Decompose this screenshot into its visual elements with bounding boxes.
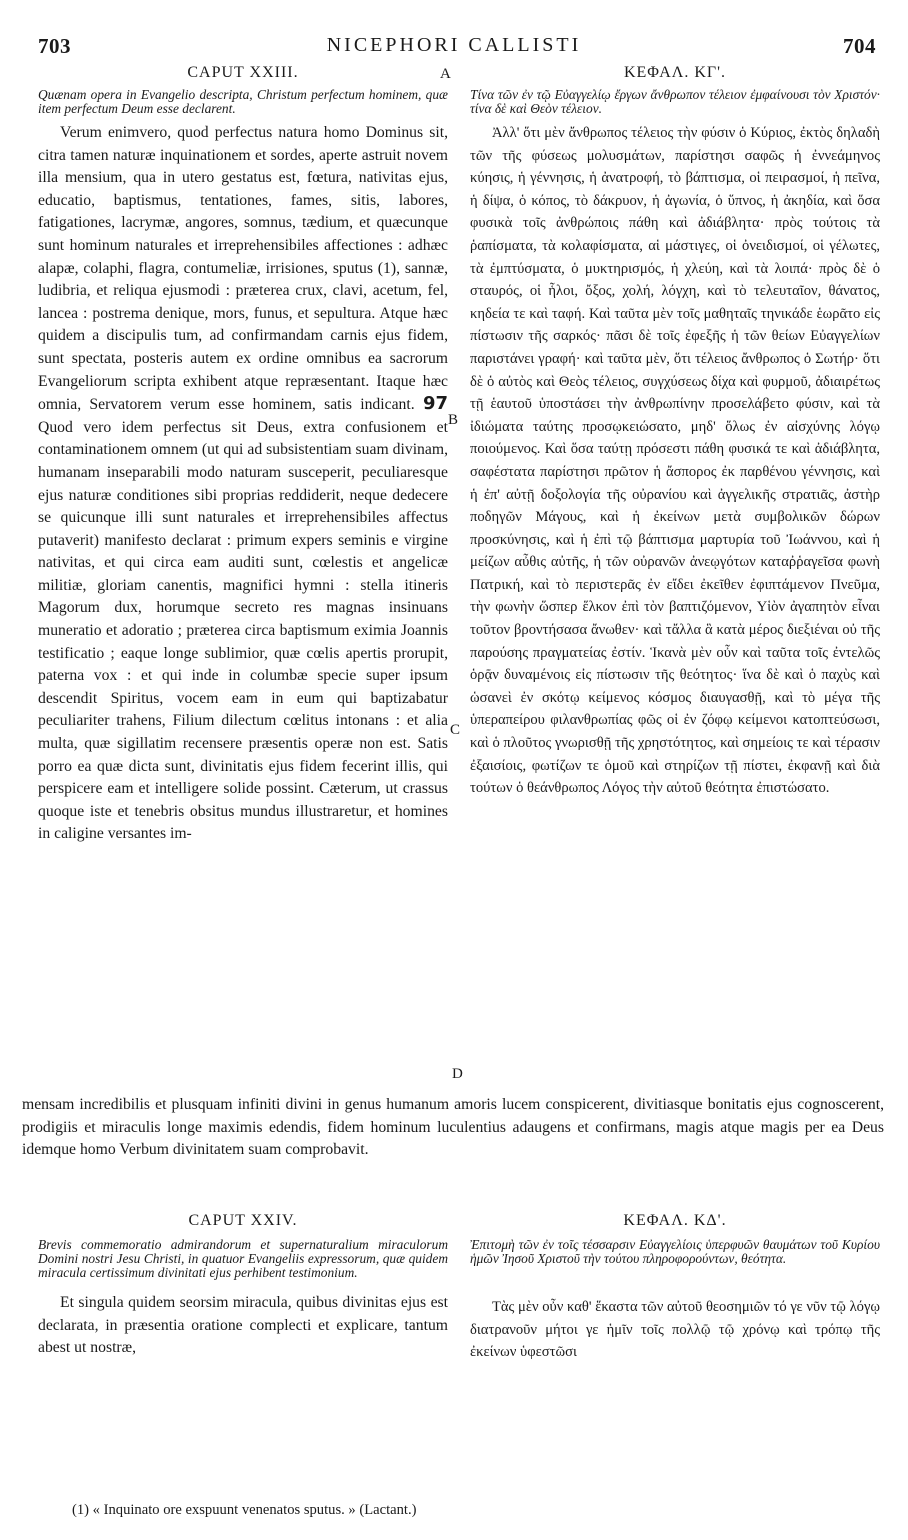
page-number-left: 703: [38, 34, 71, 58]
section-mark-b: B: [448, 412, 459, 428]
latin-text-part-2: Quod vero idem perfectus sit Deus, extra confusionem et contaminationem omnem (ut qui ad subsistentiam suam divinam, humanam inseparabili modo naturam susceperit, peculiaresque ejus naturæ conditiones sibi proprias reddiderit, neque dedecere se quicunque illi sunt naturales et irreprehensibiles affectus putaverit) manifesto declarat : primum expers seminis e virgine nativitas, et qui circa eam auditi sunt, cœlestis et angelicæ militiæ, gloriam canentis, magnifici hymni : stella itineris Magorum dux, horumque secreto res magnas insinuans muneratio et adoratio ; præterea circa baptismum eximia Joannis testificatio ; eaque longe sublimior, quæ cœlis apertis prorupit, paterna vox : et qui inde in columbæ specie super ipsum descendit Spiritus, vocem eam in eum qui baptizabatur peculiariter trahens, Filium dilectum cœlitus intonans : et alia multa, quæ sigillatim recensere præsentis operæ non est. Satis porro ea quæ dicta sunt, divinitatis ejus fidem fecerint illis, qui perspicere eam et intelligere solide possint. Cæterum, ut crassus quoque iste et tenebris obsitus mundus illustraretur, et homines in caligine versantes im-: [38, 418, 448, 843]
latin-paragraph: [38, 122, 448, 846]
running-title: NICEPHORI CALLISTI: [326, 34, 582, 56]
greek-chapter-24-summary: Ἐπιτομὴ τῶν ἐν τοῖς τέσσαρσιν Εὐαγγελίοις ὑπερφυῶν θαυμάτων τοῦ Κυρίου ἡμῶν Ἰησοῦ Χριστοῦ τὴν τούτου πληροφορούντων, θεότητα.: [470, 1237, 880, 1266]
latin-chapter-24-heading: CAPUT XXIV.: [188, 1212, 298, 1229]
section-mark-d: D: [452, 1066, 463, 1082]
latin-full-width-continuation: mensam incredibilis et plusquam infiniti divini in genus humanum amoris lucem conspicerent, divitiasque bonitatis ejus cognoscerent, prodigiis et miraculis longe maximis edendis, fidem hominum luculentius adaugens et confirmans, magis atque magis per ea Deus idemque homo Verbum divinitatem suam comprobavit.: [22, 1096, 884, 1159]
greek-chapter-24-heading: ΚΕΦΑΛ. ΚΔ'.: [623, 1212, 727, 1229]
greek-chapter-summary: Τίνα τῶν ἐν τῷ Εὐαγγελίῳ ἔργων ἄνθρωπον τέλειον ἐμφαίνουσι τὸν Χριστόν· τίνα δὲ καὶ Θεὸν τέλειον.: [470, 87, 880, 116]
page-number-right: 704: [843, 34, 876, 58]
greek-paragraph: Ἀλλ' ὅτι μὲν ἄνθρωπος τέλειος τὴν φύσιν ὁ Κύριος, ἐκτὸς δηλαδὴ τῶν τῆς φύσεως μολυσμάτων, παρίστησι σαφῶς ἡ ἐννεάμηνος κύησις, ἡ γέννησις, ἡ ἀνατροφή, τὸ βάπτισμα, οἱ πειρασμοί, ἡ πεῖνα, ἡ δίψα, ὁ κόπος, τὸ δάκρυον, ἡ ἀγωνία, ὁ ὕπνος, ἡ ἀκηδία, καὶ ὅσα φυσικὰ τοῖς ἀνθρώποις πάθη καὶ ἀδιάβλητα· πρὸς τούτοις τὰ ῥαπίσματα, τὰ κολαφίσματα, αἱ μάστιγες, οἱ ὀνειδισμοί, οἱ γέλωτες, τὰ ἐμπτύσματα, ὁ μυκτηρισμός, ἡ χλεύη, καὶ τὰ λοιπά· πρὸς δὲ ὁ σταυρός, οἱ ἧλοι, ὄξος, χολή, λόγχη, καὶ τὸ τελευταῖον, θάνατος, κηδεία τε καὶ ταφή. Καὶ ταῦτα μὲν τοῖς μαθηταῖς τηνικάδε ἑωρᾶτο εἰς πίστωσιν τῆς σαρκός· πᾶσι δὲ τοῖς ἐφεξῆς ἡ τῶν θείων Εὐαγγελίων παριστάνει γραφή· καὶ ταῦτα μὲν, ὅτι τέλειος ἄνθρωπος ὁ Σωτήρ· ὅτι δὲ ὁ αὐτὸς καὶ Θεὸς τέλειος, συγχύσεως δίχα καὶ φυρμοῦ, ἀδιαιρέτως τῇ ἑαυτοῦ ὑποστάσει τὴν ἀνθρωπίνην προσελάβετο φύσιν, καὶ τὰ ἰδιώματα ταύτης προσῳκειώσατο, μηδ' ὅλως ἐν αἰσχύνης λόγῳ ποιούμενος. Καὶ ὅσα ταύτῃ πρόσεστι πάθη φυσικά τε καὶ ἀδιάβλητα, σαφέστατα παρίστησι πρῶτον ἡ ἄσπορος ἐκ παρθένου γέννησις, καὶ ἡ ἐπ' αὐτῇ δοξολογία τῆς οὐρανίου καὶ ἀγγελικῆς στρατιᾶς, ἀστὴρ ποδηγῶν Μάγους, καὶ ἡ ἐκείνων μετὰ συμβολικῶν δώρων προσκύνησις, καὶ ἡ ἐπὶ τῷ βάπτισμα μαρτυρία τοῦ Ἰωάννου, καὶ ἡ μείζων αὖθις αὐτῆς, ἡ τῶν οὐρανῶν ἀνεῳγότων καταῤῥαγεῖσα φωνὴ Πατρική, καὶ τὸ περιστερᾶς ἐν εἴδει ἐκεῖθεν ἐφιπτάμενον Πνεῦμα, τὴν φωνὴν ὥσπερ ἕλκον ἐπὶ τὸν βαπτιζόμενον, Υἱὸν ἀγαπητὸν εἶναι τοῦτον βροντήσασα ἄνωθεν· καὶ τἄλλα ἃ κατὰ μέρος διεξιέναι οὐ τῆς παρούσης πραγματείας ἐστίν. Ἱκανὰ μὲν οὖν καὶ ταῦτα τοῖς ἐντελῶς ὁρᾷν δυναμένοις εἰς πίστωσιν τῆς θεότητος· ἵνα δὲ καὶ ὁ παχὺς καὶ ὡσανεὶ ἐν σκότῳ κείμενος κόσμος διαυγασθῇ, καὶ τὸ μέγα τῆς ὑπεραπείρου φιλανθρωπίας φῶς οἱ ἐν ζόφῳ κείμενοι κατοπτεύσωσι, καὶ ὁ πλοῦτος γνωρισθῇ τῆς χρηστότητος, καὶ σημείοις τε καὶ τέρασιν ἐξαισίοις, φωτίζων τε ὁμοῦ καὶ στηρίζων τῇ πίστει, ἐκφανῇ καὶ διὰ τούτων ὁ θεάνθρωπος Λόγος τὴν αὐτοῦ θεότητα ἐπιστώσατο.: [470, 125, 880, 797]
latin-chapter-24-text: Et singula quidem seorsim miracula, quibus divinitas ejus est declarata, in præsentia oratione complecti et explicare, tantum abest ut nostræ,: [38, 1294, 448, 1357]
greek-chapter-24-text: Τὰς μὲν οὖν καθ' ἕκαστα τῶν αὐτοῦ θεοσημιῶν τό γε νῦν τῷ λόγῳ διατρανοῦν μήτοι γε ἡμῖν τοῖς πολλῷ τῷ χρόνῳ καὶ τρόπῳ τῆς ἐκείνων ὑφεστῶσι: [470, 1299, 880, 1361]
section-mark-c: C: [450, 722, 461, 738]
latin-chapter-heading: CAPUT XXIII.: [187, 64, 299, 81]
footnote: (1) « Inquinato ore exspuunt venenatos sputus. » (Lactant.): [72, 1502, 417, 1518]
marginal-number: 97: [422, 393, 448, 415]
latin-chapter-summary: Quænam opera in Evangelio descripta, Christum perfectum hominem, quæ item perfectum Deum esse declarent.: [38, 87, 448, 116]
section-mark-a: A: [440, 66, 451, 82]
latin-column-ch24: [38, 1212, 448, 1360]
greek-column-ch23: [470, 64, 880, 800]
latin-column-ch23: [38, 64, 448, 846]
latin-text-part-1: Verum enimvero, quod perfectus natura homo Dominus sit, citra tamen naturæ inquinationem et sordes, aperte astruit novem illa mensium, qua in utero gestatus est, fœtura, nativitas ejus, educatio, baptismus, tentationes, fames, sitis, labores, fatigationes, lacrymæ, angores, somnus, tædium, et quæcunque sunt hominum naturales et irreprehensibiles affectiones : adhæc alapæ, colaphi, flagra, contumeliæ, irrisiones, sputus (1), sannæ, ludibria, et reliqua ejusmodi : præterea crux, clavi, acetum, fel, lancea : postrema denique, mors, funus, et sepultura. Atque hæc quidem a discipulis tum, ad confirmandam carnis ejus fidem, sunt spectata, posteris autem ex ordine omnibus ea sacrorum Evangeliorum scripta exhibent atque repræsentant. Itaque hæc omnia, Servatorem verum esse hominem, satis indicant.: [38, 124, 448, 414]
greek-column-ch24: [470, 1212, 880, 1364]
latin-chapter-24-summary: Brevis commemoratio admirandorum et supernaturalium miraculorum Domini nostri Jesu Christi, in quatuor Evangeliis expressorum, quæ quidem miracula certissimum divinitati ejus perhibent testimonium.: [38, 1237, 448, 1280]
greek-chapter-heading: ΚΕΦΑΛ. ΚΓ'.: [623, 64, 727, 81]
